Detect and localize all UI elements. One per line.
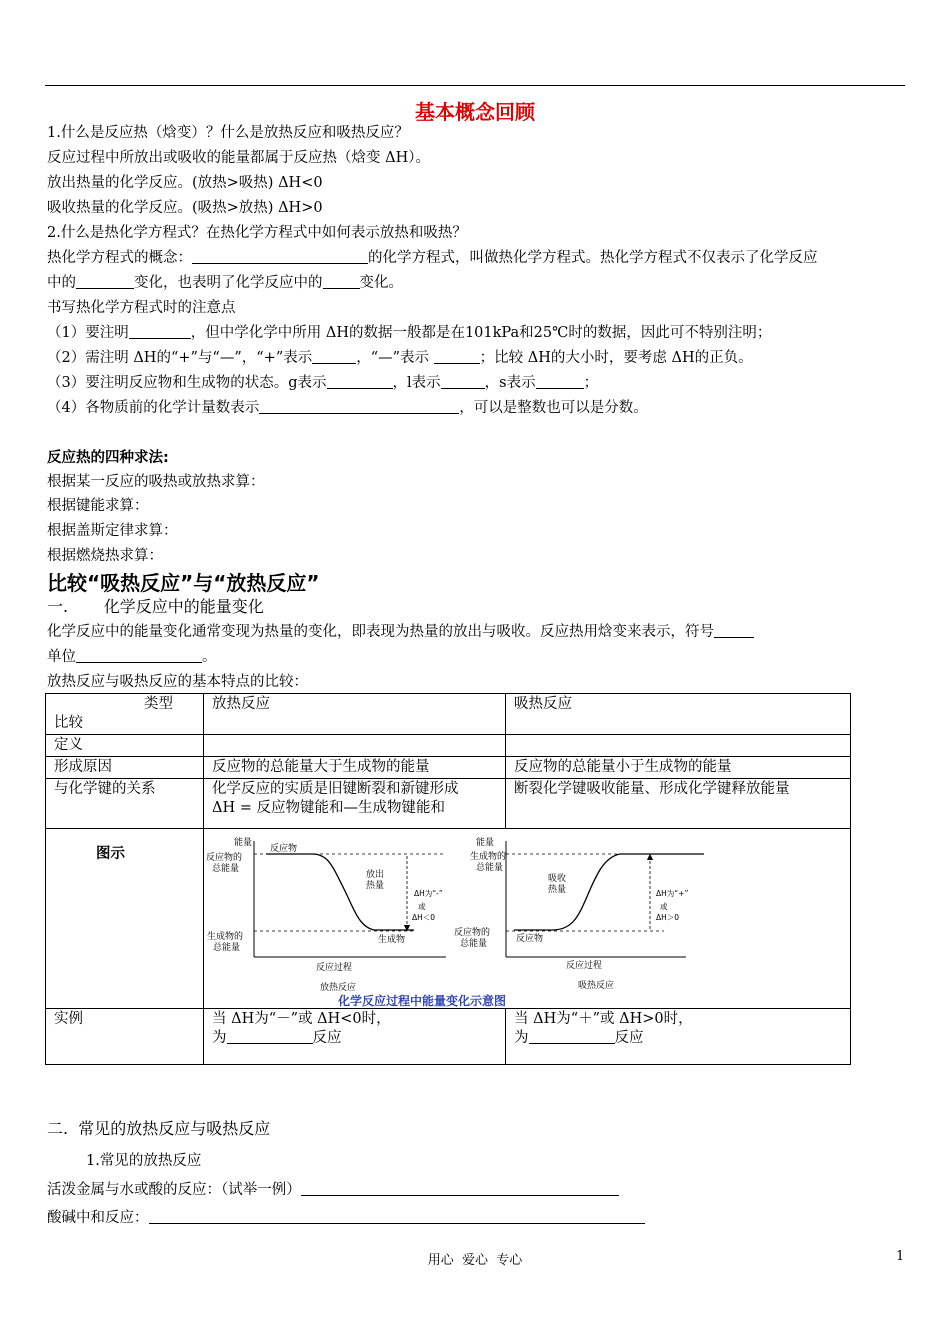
energy-diagram: [204, 829, 850, 1008]
exo-product-energy-1: 生成物的: [207, 932, 244, 942]
note-1: [47, 323, 771, 343]
subsection-heading: 一. 化学反应中的能量变化: [47, 597, 264, 616]
text: ；比较 ΔH的大小时，要考虑 ΔH的正负。: [479, 350, 753, 366]
cell-line: [212, 1029, 497, 1048]
cell: [204, 735, 506, 757]
text-line: 书写热化学方程式时的注意点: [47, 300, 236, 316]
exo-reactant-energy-1: 反应物的: [206, 853, 243, 863]
text-line: 放热反应与吸热反应的基本特点的比较：: [47, 674, 308, 690]
text-line: 吸收热量的化学反应。(吸热>放热) ΔH>0: [47, 200, 323, 216]
endo-product-energy-2: 总能量: [476, 863, 504, 873]
exo-product-label: 生成物: [378, 935, 406, 945]
row-label: 形成原因: [46, 757, 204, 779]
question-1: 1.什么是反应热（焓变）？什么是放热反应和吸热反应？: [47, 125, 409, 141]
text: 反应: [614, 1030, 644, 1046]
header-endo: 吸热反应: [506, 694, 851, 735]
text: （1）要注明: [47, 325, 129, 341]
header-cell: [46, 694, 204, 735]
text: 单位: [47, 649, 76, 665]
text: 的化学方程式，叫做热化学方程式。热化学方程式不仅表示了化学反应: [368, 250, 818, 266]
text: 。: [202, 649, 217, 665]
method-item: 根据键能求算：: [47, 498, 149, 514]
method-item: 根据某一反应的吸热或放热求算：: [47, 474, 265, 490]
text: 活泼金属与水或酸的反应：（试举一例）: [47, 1182, 301, 1198]
section2-sub: 1.常见的放热反应: [86, 1153, 202, 1169]
figure-label: 图示: [96, 846, 125, 862]
cell-line: 当 ΔH为“－”或 ΔH<0时，: [212, 1011, 391, 1027]
question-2: 2.什么是热化学方程式？在热化学方程式中如何表示放热和吸热？: [47, 225, 467, 241]
text-line: [47, 273, 403, 293]
row-label: 实例: [46, 1009, 204, 1065]
endo-dh-2: 或: [660, 902, 668, 911]
endo-dh-1: ΔH为“+”: [656, 889, 689, 898]
exo-diagram: [206, 836, 446, 993]
text: 反应: [312, 1030, 342, 1046]
text: 变化。: [359, 275, 403, 291]
header-type: 类型: [144, 696, 173, 712]
fill-blank[interactable]: [259, 399, 459, 414]
endo-reactant-energy-1: 反应物的: [454, 928, 491, 938]
row-label: 与化学键的关系: [46, 779, 204, 829]
exo-dh-1: ΔH为“-”: [414, 889, 443, 898]
header-exo: 放热反应: [204, 694, 506, 735]
cell: [204, 779, 506, 829]
text-line: [47, 1180, 619, 1200]
endo-y-label: 能量: [476, 838, 495, 848]
text: 为: [212, 1030, 227, 1046]
fill-blank[interactable]: [76, 274, 134, 289]
fill-blank[interactable]: [714, 623, 754, 638]
row-label: [46, 829, 204, 1009]
text: ，s表示: [484, 375, 536, 391]
text-line: [47, 1208, 645, 1228]
exo-product-energy-2: 总能量: [213, 943, 241, 953]
figure-caption: 化学反应过程中能量变化示意图: [338, 994, 507, 1008]
endo-reactant-energy-2: 总能量: [460, 939, 488, 949]
comparison-table: [45, 693, 851, 1065]
text: ，但中学化学中所用 ΔH的数据一般都是在101kPa和25℃时的数据，因此可不特别注明；: [190, 325, 772, 341]
endo-name: 吸热反应: [578, 981, 615, 991]
fill-blank[interactable]: [536, 374, 584, 389]
endo-reactant-label: 反应物: [516, 934, 544, 944]
table-row: [46, 694, 851, 735]
cell: [506, 1009, 851, 1065]
compare-heading: 比较“吸热反应”与“放热反应”: [47, 571, 320, 595]
energy-diagram-svg: [204, 829, 724, 1009]
endo-x-label: 反应过程: [566, 961, 603, 971]
cell-line: 化学反应的实质是旧键断裂和新键形成: [212, 781, 459, 797]
cell: 反应物的总能量大于生成物的能量: [204, 757, 506, 779]
table-row: [46, 1009, 851, 1065]
note-2: [47, 348, 753, 368]
fill-blank[interactable]: [327, 374, 393, 389]
method-item: 根据燃烧热求算：: [47, 548, 163, 564]
table-row: [46, 779, 851, 829]
fill-blank[interactable]: [301, 1181, 619, 1196]
text: 为: [514, 1030, 529, 1046]
fill-blank[interactable]: [149, 1209, 645, 1224]
endo-diagram: [454, 836, 704, 991]
text: ；: [583, 375, 599, 391]
exo-energy-curve: [266, 854, 414, 930]
header-rule: [45, 85, 905, 86]
fill-blank[interactable]: [323, 274, 360, 289]
note-3: [47, 373, 598, 393]
exo-x-label: 反应过程: [316, 963, 353, 973]
methods-heading: 反应热的四种求法:: [47, 450, 169, 466]
endo-dh-3: ΔH＞0: [656, 913, 680, 922]
exo-heat-1: 放出: [366, 870, 385, 880]
fill-blank[interactable]: [529, 1029, 615, 1044]
exo-dh-2: 或: [418, 902, 426, 911]
row-label: 定义: [46, 735, 204, 757]
cell: 断裂化学键吸收能量、形成化学键释放能量: [506, 779, 851, 829]
endo-product-energy-1: 生成物的: [470, 852, 507, 862]
page-number: 1: [896, 1249, 905, 1264]
cell-line: 当 ΔH为“＋”或 ΔH>0时，: [514, 1011, 693, 1027]
text: ，l表示: [392, 375, 441, 391]
fill-blank[interactable]: [312, 349, 356, 364]
text: ，可以是整数也可以是分数。: [459, 400, 648, 416]
cell: [204, 1009, 506, 1065]
exo-reactant-energy-2: 总能量: [212, 864, 240, 874]
text: （4）各物质前的化学计量数表示: [47, 400, 260, 416]
method-item: 根据盖斯定律求算：: [47, 523, 178, 539]
text: （2）需注明 ΔH的“+”与“—”，“+”表示: [47, 350, 313, 366]
fill-blank[interactable]: [192, 249, 368, 264]
footer-text: 用心 爱心 专心: [427, 1253, 523, 1268]
note-4: [47, 398, 648, 418]
fill-blank[interactable]: [434, 349, 480, 364]
exo-y-label: 能量: [234, 838, 253, 848]
page-title: 基本概念回顾: [415, 100, 535, 124]
text: 中的: [47, 275, 76, 291]
fill-blank[interactable]: [76, 648, 202, 663]
header-compare: 比较: [54, 715, 83, 731]
section2-heading: 二. 常见的放热反应与吸热反应: [47, 1119, 271, 1138]
fill-blank[interactable]: [441, 374, 485, 389]
exo-name: 放热反应: [320, 983, 357, 993]
text-line: 放出热量的化学反应。(放热>吸热) ΔH<0: [47, 175, 323, 191]
fill-blank[interactable]: [227, 1029, 313, 1044]
endo-heat-2: 热量: [548, 885, 567, 895]
cell-line: [514, 1029, 842, 1048]
text-line: 反应过程中所放出或吸收的能量都属于反应热（焓变 ΔH）。: [47, 150, 430, 166]
fill-blank[interactable]: [129, 324, 191, 339]
table-row: [46, 757, 851, 779]
text: 化学反应中的能量变化通常变现为热量的变化，即表现为热量的放出与吸收。反应热用焓变来表示，符号: [47, 624, 714, 640]
endo-heat-1: 吸收: [548, 874, 567, 884]
exo-heat-2: 热量: [366, 881, 385, 891]
text: ，“—”表示: [356, 350, 434, 366]
figure-cell: [204, 829, 851, 1009]
exo-dh-3: ΔH＜0: [412, 913, 436, 922]
cell-line: ΔH = 反应物键能和—生成物键能和: [212, 800, 445, 816]
text: 热化学方程式的概念：: [47, 250, 192, 266]
table-row: [46, 735, 851, 757]
cell: 反应物的总能量小于生成物的能量: [506, 757, 851, 779]
exo-reactant-label: 反应物: [270, 844, 298, 854]
text: （3）要注明反应物和生成物的状态。g表示: [47, 375, 327, 391]
table-row: [46, 829, 851, 1009]
text-line: [47, 622, 754, 642]
text-line: [47, 248, 818, 268]
text-line: [47, 647, 217, 667]
text: 变化，也表明了化学反应中的: [134, 275, 323, 291]
text: 酸碱中和反应：: [47, 1210, 149, 1226]
cell: [506, 735, 851, 757]
